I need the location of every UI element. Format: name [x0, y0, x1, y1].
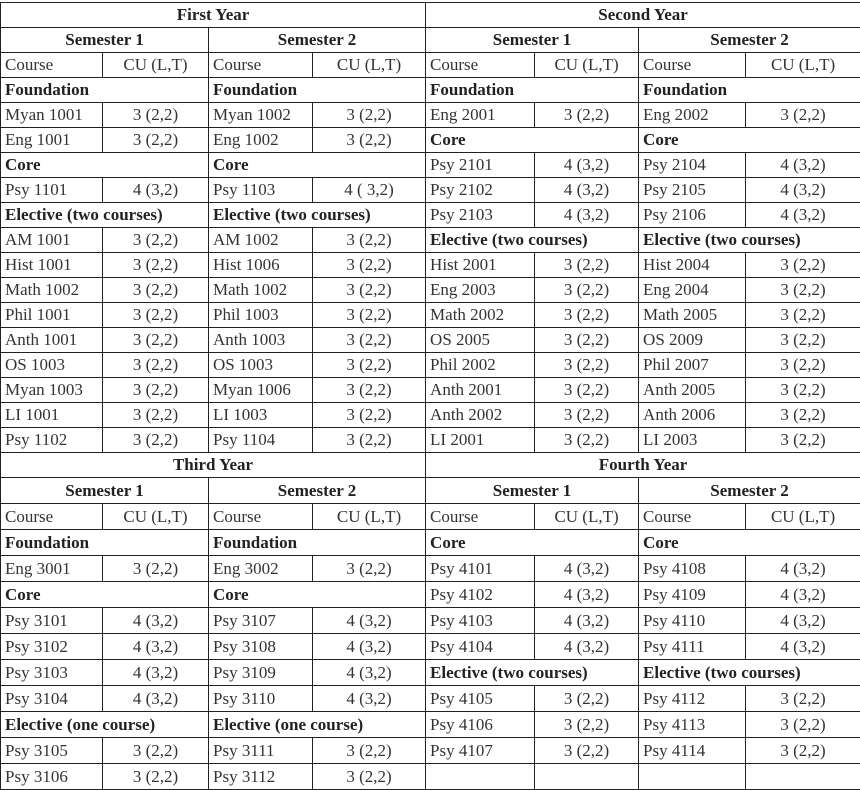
section-label: Core	[426, 128, 639, 153]
curriculum-table	[0, 2, 860, 790]
credit-units: 3 (2,2)	[313, 328, 426, 353]
credit-units: 3 (2,2)	[746, 712, 860, 738]
credit-units: 3 (2,2)	[103, 428, 209, 453]
course-code: LI 2003	[639, 428, 746, 453]
credit-units: 4 (3,2)	[313, 660, 426, 686]
course-code: Psy 2103	[426, 203, 535, 228]
course-code: OS 1003	[209, 353, 313, 378]
credit-units: 4 (3,2)	[746, 203, 860, 228]
credit-units: 4 ( 3,2)	[313, 178, 426, 203]
credit-units: 4 (3,2)	[746, 582, 860, 608]
course-code: Psy 3106	[1, 764, 103, 790]
semester-1-header: Semester 1	[1, 28, 209, 53]
year-title: Second Year	[426, 3, 860, 28]
section-label: Foundation	[209, 78, 426, 103]
course-code: Anth 1001	[1, 328, 103, 353]
section-label: Elective (two courses)	[1, 203, 209, 228]
section-label: Elective (two courses)	[209, 203, 426, 228]
credit-units: 3 (2,2)	[535, 378, 639, 403]
credit-units: 3 (2,2)	[313, 278, 426, 303]
credit-units: 3 (2,2)	[103, 556, 209, 582]
course-code: Myan 1006	[209, 378, 313, 403]
course-column-header: Course	[639, 53, 746, 78]
course-code: Phil 1001	[1, 303, 103, 328]
credit-units: 4 (3,2)	[746, 634, 860, 660]
course-code: Psy 4114	[639, 738, 746, 764]
course-code: Psy 3104	[1, 686, 103, 712]
course-code: Eng 3001	[1, 556, 103, 582]
credit-units: 3 (2,2)	[313, 378, 426, 403]
empty-cell	[746, 764, 860, 790]
course-code: Psy 1103	[209, 178, 313, 203]
course-code: Anth 2005	[639, 378, 746, 403]
credit-units: 3 (2,2)	[313, 403, 426, 428]
semester-2-header: Semester 2	[209, 28, 426, 53]
credit-units: 3 (2,2)	[746, 253, 860, 278]
year-title: First Year	[1, 3, 426, 28]
cu-column-header: CU (L,T)	[535, 504, 639, 530]
credit-units: 3 (2,2)	[313, 764, 426, 790]
credit-units: 3 (2,2)	[103, 128, 209, 153]
course-code: Anth 2006	[639, 403, 746, 428]
course-code: Psy 4113	[639, 712, 746, 738]
credit-units: 3 (2,2)	[103, 764, 209, 790]
course-code: OS 1003	[1, 353, 103, 378]
section-label: Elective (two courses)	[639, 660, 860, 686]
course-code: Psy 2101	[426, 153, 535, 178]
course-code: Psy 2102	[426, 178, 535, 203]
course-column-header: Course	[1, 504, 103, 530]
credit-units: 3 (2,2)	[746, 328, 860, 353]
course-code: Psy 3109	[209, 660, 313, 686]
credit-units: 4 (3,2)	[535, 634, 639, 660]
credit-units: 4 (3,2)	[103, 634, 209, 660]
credit-units: 3 (2,2)	[103, 403, 209, 428]
credit-units: 3 (2,2)	[746, 353, 860, 378]
course-code: Eng 2004	[639, 278, 746, 303]
course-code: Psy 3110	[209, 686, 313, 712]
course-code: LI 1001	[1, 403, 103, 428]
course-code: Phil 2007	[639, 353, 746, 378]
course-code: Math 2002	[426, 303, 535, 328]
semester-2-header: Semester 2	[639, 28, 860, 53]
credit-units: 3 (2,2)	[746, 278, 860, 303]
credit-units: 3 (2,2)	[535, 712, 639, 738]
credit-units: 3 (2,2)	[535, 278, 639, 303]
section-label: Core	[639, 530, 860, 556]
credit-units: 4 (3,2)	[535, 556, 639, 582]
credit-units: 4 (3,2)	[103, 178, 209, 203]
cu-column-header: CU (L,T)	[103, 504, 209, 530]
credit-units: 3 (2,2)	[103, 278, 209, 303]
course-code: Hist 2004	[639, 253, 746, 278]
course-code: Psy 2104	[639, 153, 746, 178]
credit-units: 3 (2,2)	[103, 303, 209, 328]
section-label: Core	[209, 153, 426, 178]
empty-cell	[426, 764, 535, 790]
credit-units: 3 (2,2)	[103, 103, 209, 128]
course-column-header: Course	[639, 504, 746, 530]
course-code: Psy 3103	[1, 660, 103, 686]
course-code: Myan 1002	[209, 103, 313, 128]
credit-units: 3 (2,2)	[313, 738, 426, 764]
course-code: Psy 1101	[1, 178, 103, 203]
course-code: Eng 1001	[1, 128, 103, 153]
credit-units: 3 (2,2)	[313, 128, 426, 153]
course-code: Math 1002	[1, 278, 103, 303]
section-label: Foundation	[639, 78, 860, 103]
course-code: LI 1003	[209, 403, 313, 428]
course-code: Anth 2002	[426, 403, 535, 428]
credit-units: 3 (2,2)	[535, 403, 639, 428]
section-label: Core	[426, 530, 639, 556]
semester-1-header: Semester 1	[1, 478, 209, 504]
course-code: Myan 1003	[1, 378, 103, 403]
section-label: Elective (one course)	[1, 712, 209, 738]
credit-units: 3 (2,2)	[746, 103, 860, 128]
cu-column-header: CU (L,T)	[746, 53, 860, 78]
year-title: Third Year	[1, 453, 426, 478]
section-label: Core	[1, 153, 209, 178]
course-code: Psy 3112	[209, 764, 313, 790]
credit-units: 4 (3,2)	[103, 608, 209, 634]
section-label: Core	[639, 128, 860, 153]
course-column-header: Course	[1, 53, 103, 78]
course-code: Psy 4105	[426, 686, 535, 712]
credit-units: 4 (3,2)	[535, 203, 639, 228]
credit-units: 4 (3,2)	[746, 153, 860, 178]
course-code: Eng 2001	[426, 103, 535, 128]
course-code: Psy 1102	[1, 428, 103, 453]
course-code: Anth 2001	[426, 378, 535, 403]
course-code: Eng 2003	[426, 278, 535, 303]
course-code: Phil 1003	[209, 303, 313, 328]
course-code: Psy 4109	[639, 582, 746, 608]
credit-units: 3 (2,2)	[313, 353, 426, 378]
course-code: Eng 3002	[209, 556, 313, 582]
course-code: Psy 4108	[639, 556, 746, 582]
credit-units: 4 (3,2)	[313, 634, 426, 660]
section-label: Core	[1, 582, 209, 608]
semester-1-header: Semester 1	[426, 28, 639, 53]
year-title: Fourth Year	[426, 453, 860, 478]
credit-units: 4 (3,2)	[746, 556, 860, 582]
cu-column-header: CU (L,T)	[746, 504, 860, 530]
credit-units: 3 (2,2)	[313, 228, 426, 253]
credit-units: 3 (2,2)	[746, 303, 860, 328]
course-code: Myan 1001	[1, 103, 103, 128]
course-code: Psy 3105	[1, 738, 103, 764]
course-code: Hist 2001	[426, 253, 535, 278]
cu-column-header: CU (L,T)	[313, 53, 426, 78]
course-code: Psy 4102	[426, 582, 535, 608]
credit-units: 4 (3,2)	[103, 686, 209, 712]
credit-units: 3 (2,2)	[313, 303, 426, 328]
course-code: Psy 4103	[426, 608, 535, 634]
course-code: Psy 4111	[639, 634, 746, 660]
credit-units: 4 (3,2)	[313, 608, 426, 634]
section-label: Elective (two courses)	[426, 228, 639, 253]
course-code: Eng 2002	[639, 103, 746, 128]
section-label: Elective (two courses)	[639, 228, 860, 253]
credit-units: 3 (2,2)	[103, 353, 209, 378]
course-code: Hist 1006	[209, 253, 313, 278]
credit-units: 4 (3,2)	[746, 608, 860, 634]
course-code: Psy 3107	[209, 608, 313, 634]
course-code: Psy 4106	[426, 712, 535, 738]
credit-units: 4 (3,2)	[535, 582, 639, 608]
course-code: Math 1002	[209, 278, 313, 303]
semester-2-header: Semester 2	[209, 478, 426, 504]
empty-cell	[535, 764, 639, 790]
empty-cell	[639, 764, 746, 790]
credit-units: 3 (2,2)	[535, 738, 639, 764]
credit-units: 3 (2,2)	[535, 353, 639, 378]
course-code: Psy 1104	[209, 428, 313, 453]
credit-units: 3 (2,2)	[313, 556, 426, 582]
credit-units: 3 (2,2)	[746, 738, 860, 764]
section-label: Foundation	[1, 78, 209, 103]
section-label: Foundation	[209, 530, 426, 556]
credit-units: 3 (2,2)	[103, 328, 209, 353]
course-code: Psy 4110	[639, 608, 746, 634]
credit-units: 3 (2,2)	[746, 686, 860, 712]
course-code: Psy 3108	[209, 634, 313, 660]
credit-units: 4 (3,2)	[535, 608, 639, 634]
course-code: Psy 2106	[639, 203, 746, 228]
course-code: Psy 3111	[209, 738, 313, 764]
cu-column-header: CU (L,T)	[103, 53, 209, 78]
section-label: Elective (one course)	[209, 712, 426, 738]
credit-units: 3 (2,2)	[313, 103, 426, 128]
course-code: Psy 4107	[426, 738, 535, 764]
credit-units: 3 (2,2)	[535, 303, 639, 328]
course-code: Psy 2105	[639, 178, 746, 203]
credit-units: 4 (3,2)	[535, 153, 639, 178]
course-code: OS 2009	[639, 328, 746, 353]
credit-units: 3 (2,2)	[535, 686, 639, 712]
credit-units: 3 (2,2)	[746, 378, 860, 403]
course-code: Math 2005	[639, 303, 746, 328]
course-code: AM 1001	[1, 228, 103, 253]
credit-units: 4 (3,2)	[746, 178, 860, 203]
credit-units: 4 (3,2)	[535, 178, 639, 203]
credit-units: 3 (2,2)	[103, 228, 209, 253]
credit-units: 3 (2,2)	[103, 253, 209, 278]
credit-units: 3 (2,2)	[313, 428, 426, 453]
course-column-header: Course	[426, 53, 535, 78]
course-column-header: Course	[209, 53, 313, 78]
cu-column-header: CU (L,T)	[313, 504, 426, 530]
section-label: Elective (two courses)	[426, 660, 639, 686]
course-code: Psy 4101	[426, 556, 535, 582]
course-code: Phil 2002	[426, 353, 535, 378]
course-code: LI 2001	[426, 428, 535, 453]
course-code: Psy 3101	[1, 608, 103, 634]
credit-units: 4 (3,2)	[103, 660, 209, 686]
credit-units: 3 (2,2)	[535, 428, 639, 453]
course-code: Psy 4104	[426, 634, 535, 660]
semester-1-header: Semester 1	[426, 478, 639, 504]
course-column-header: Course	[209, 504, 313, 530]
credit-units: 4 (3,2)	[313, 686, 426, 712]
credit-units: 3 (2,2)	[746, 428, 860, 453]
course-code: Hist 1001	[1, 253, 103, 278]
course-code: AM 1002	[209, 228, 313, 253]
credit-units: 3 (2,2)	[535, 328, 639, 353]
course-code: OS 2005	[426, 328, 535, 353]
course-column-header: Course	[426, 504, 535, 530]
credit-units: 3 (2,2)	[313, 253, 426, 278]
section-label: Foundation	[426, 78, 639, 103]
credit-units: 3 (2,2)	[535, 253, 639, 278]
course-code: Psy 3102	[1, 634, 103, 660]
section-label: Core	[209, 582, 426, 608]
course-code: Eng 1002	[209, 128, 313, 153]
semester-2-header: Semester 2	[639, 478, 860, 504]
credit-units: 3 (2,2)	[535, 103, 639, 128]
credit-units: 3 (2,2)	[103, 378, 209, 403]
credit-units: 3 (2,2)	[746, 403, 860, 428]
section-label: Foundation	[1, 530, 209, 556]
course-code: Anth 1003	[209, 328, 313, 353]
credit-units: 3 (2,2)	[103, 738, 209, 764]
course-code: Psy 4112	[639, 686, 746, 712]
cu-column-header: CU (L,T)	[535, 53, 639, 78]
